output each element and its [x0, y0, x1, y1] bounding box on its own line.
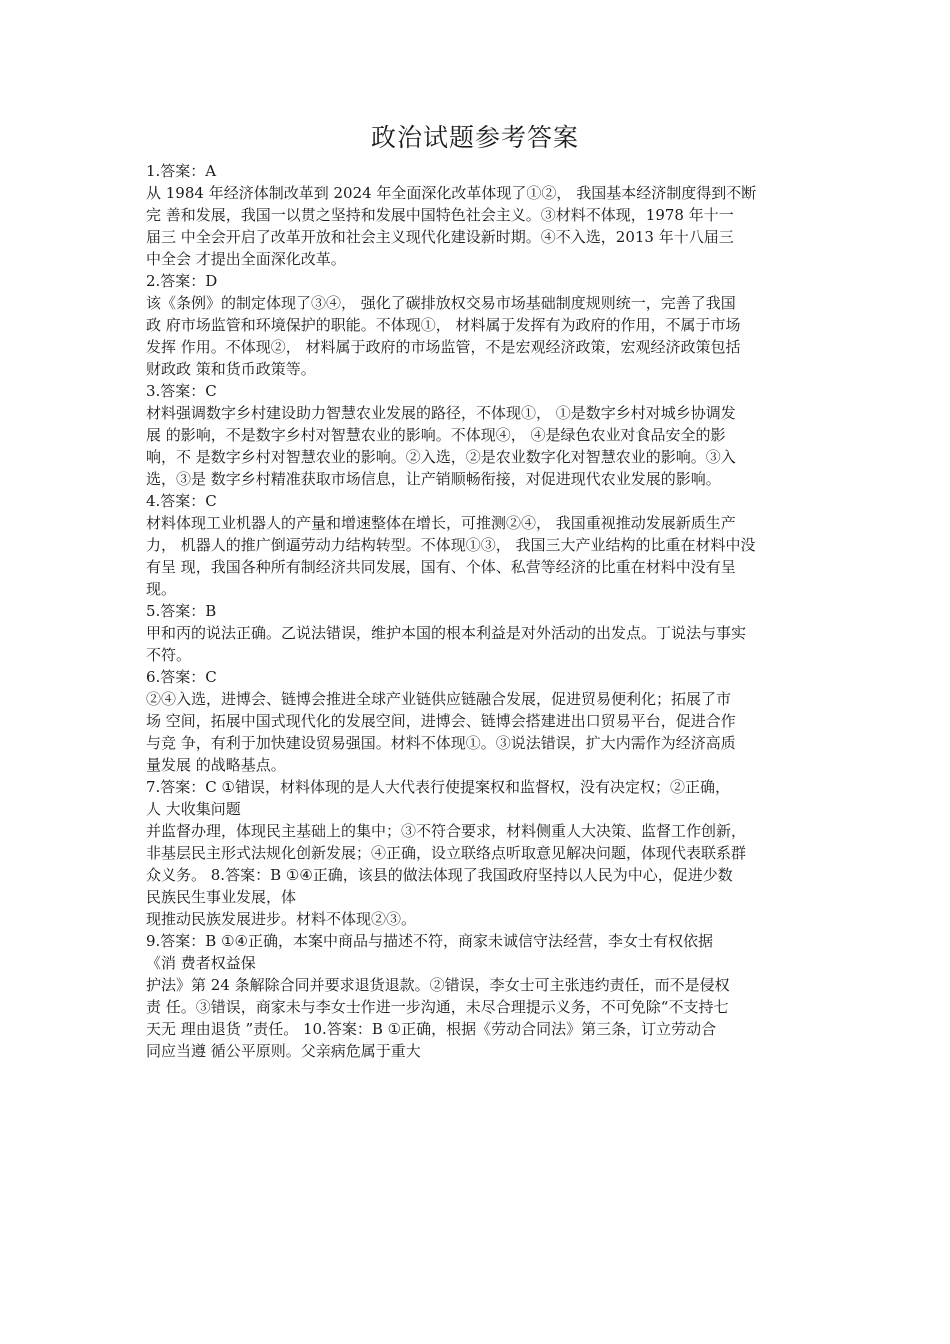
text-line: 力， 机器人的推广倒逼劳动力结构转型。不体现①③， 我国三大产业结构的比重在材料中没	[146, 536, 756, 554]
text-line: 非基层民主形式法规化创新发展；④正确，设立联络点听取意见解决问题，体现代表联系群	[146, 844, 747, 862]
text-line: 4.答案：C	[146, 492, 217, 510]
text-line: 众义务。 8.答案：B ①④正确，该县的做法体现了我国政府坚持以人民为中心，促进少数	[146, 866, 733, 884]
text-line: 《消 费者权益保	[146, 954, 256, 972]
page-title: 政治试题参考答案	[370, 123, 579, 152]
text-line: 人 大收集问题	[146, 800, 241, 818]
text-line: 材料强调数字乡村建设助力智慧农业发展的路径，不体现①， ①是数字乡村对城乡协调发	[146, 404, 736, 422]
text-line: 从 1984 年经济体制改革到 2024 年全面深化改革体现了①②， 我国基本经济制度得到不断	[146, 184, 757, 202]
text-line: 展 的影响，不是数字乡村对智慧农业的影响。不体现④， ④是绿色农业对食品安全的影	[146, 426, 726, 444]
text-line: 中全会 才提出全面深化改革。	[146, 250, 346, 268]
text-line: 并监督办理，体现民主基础上的集中；③不符合要求，材料侧重人大决策、监督工作创新，	[146, 822, 747, 840]
text-line: 响，不 是数字乡村对智慧农业的影响。②入选，②是农业数字化对智慧农业的影响。③入	[146, 448, 736, 466]
text-line: 量发展 的战略基点。	[146, 756, 286, 774]
text-line: 护法》第 24 条解除合同并要求退货退款。②错误，李女士可主张违约责任，而不是侵权	[146, 976, 730, 994]
text-line: 甲和丙的说法正确。乙说法错误，维护本国的根本利益是对外活动的出发点。丁说法与事实	[146, 624, 747, 642]
text-line: 与竞 争，有利于加快建设贸易强国。材料不体现①。③说法错误，扩大内需作为经济高质	[146, 734, 736, 752]
text-line: 5.答案：B	[146, 602, 217, 620]
text-line: 场 空间，拓展中国式现代化的发展空间，进博会、链博会搭建进出口贸易平台，促进合作	[146, 712, 736, 730]
text-line: 6.答案：C	[146, 668, 217, 686]
text-line: 现。	[146, 580, 177, 598]
text-line: 有呈 现，我国各种所有制经济共同发展，国有、个体、私营等经济的比重在材料中没有呈	[146, 558, 736, 576]
text-line: 9.答案：B ①④正确，本案中商品与描述不符，商家未诚信守法经营，李女士有权依据	[146, 932, 714, 950]
text-line: 1.答案：A	[146, 162, 217, 180]
text-line: 选，③是 数字乡村精准获取市场信息，让产销顺畅衔接，对促进现代农业发展的影响。	[146, 470, 721, 488]
text-line: 天无 理由退货 ”责任。 10.答案：B ①正确，根据《劳动合同法》第三条，订立劳动合	[146, 1020, 717, 1038]
text-line: 2.答案：D	[146, 272, 218, 290]
text-line: 现推动民族发展进步。材料不体现②③。	[146, 910, 417, 928]
text-line: 完 善和发展，我国一以贯之坚持和发展中国特色社会主义。③材料不体现，1978 年十一	[146, 206, 734, 224]
text-line: 7.答案：C ①错误，材料体现的是人大代表行使提案权和监督权，没有决定权；②正确，	[146, 778, 731, 796]
text-line: 该《条例》的制定体现了③④， 强化了碳排放权交易市场基础制度规则统一，完善了我国	[146, 294, 736, 312]
answer-body	[146, 160, 816, 1062]
text-line: 3.答案：C	[146, 382, 217, 400]
text-line: 民族民生事业发展，体	[146, 888, 297, 906]
text-line: 政 府市场监管和环境保护的职能。不体现①， 材料属于发挥有为政府的作用，不属于市场	[146, 316, 741, 334]
text-line: 不符。	[146, 646, 192, 664]
text-line: 财政政 策和货币政策等。	[146, 360, 316, 378]
text-line: 责 任。③错误，商家未与李女士作进一步沟通，未尽合理提示义务，不可免除“不支持七	[146, 998, 729, 1016]
text-line: 同应当遵 循公平原则。父亲病危属于重大	[146, 1042, 421, 1060]
text-line: 材料体现工业机器人的产量和增速整体在增长，可推测②④， 我国重视推动发展新质生产	[146, 514, 736, 532]
text-line: ②④入选，进博会、链博会推进全球产业链供应链融合发展，促进贸易便利化；拓展了市	[146, 690, 732, 708]
text-line: 发挥 作用。不体现②， 材料属于政府的市场监管，不是宏观经济政策，宏观经济政策包括	[146, 338, 741, 356]
text-line: 届三 中全会开启了改革开放和社会主义现代化建设新时期。④不入选，2013 年十八届三	[146, 228, 734, 246]
